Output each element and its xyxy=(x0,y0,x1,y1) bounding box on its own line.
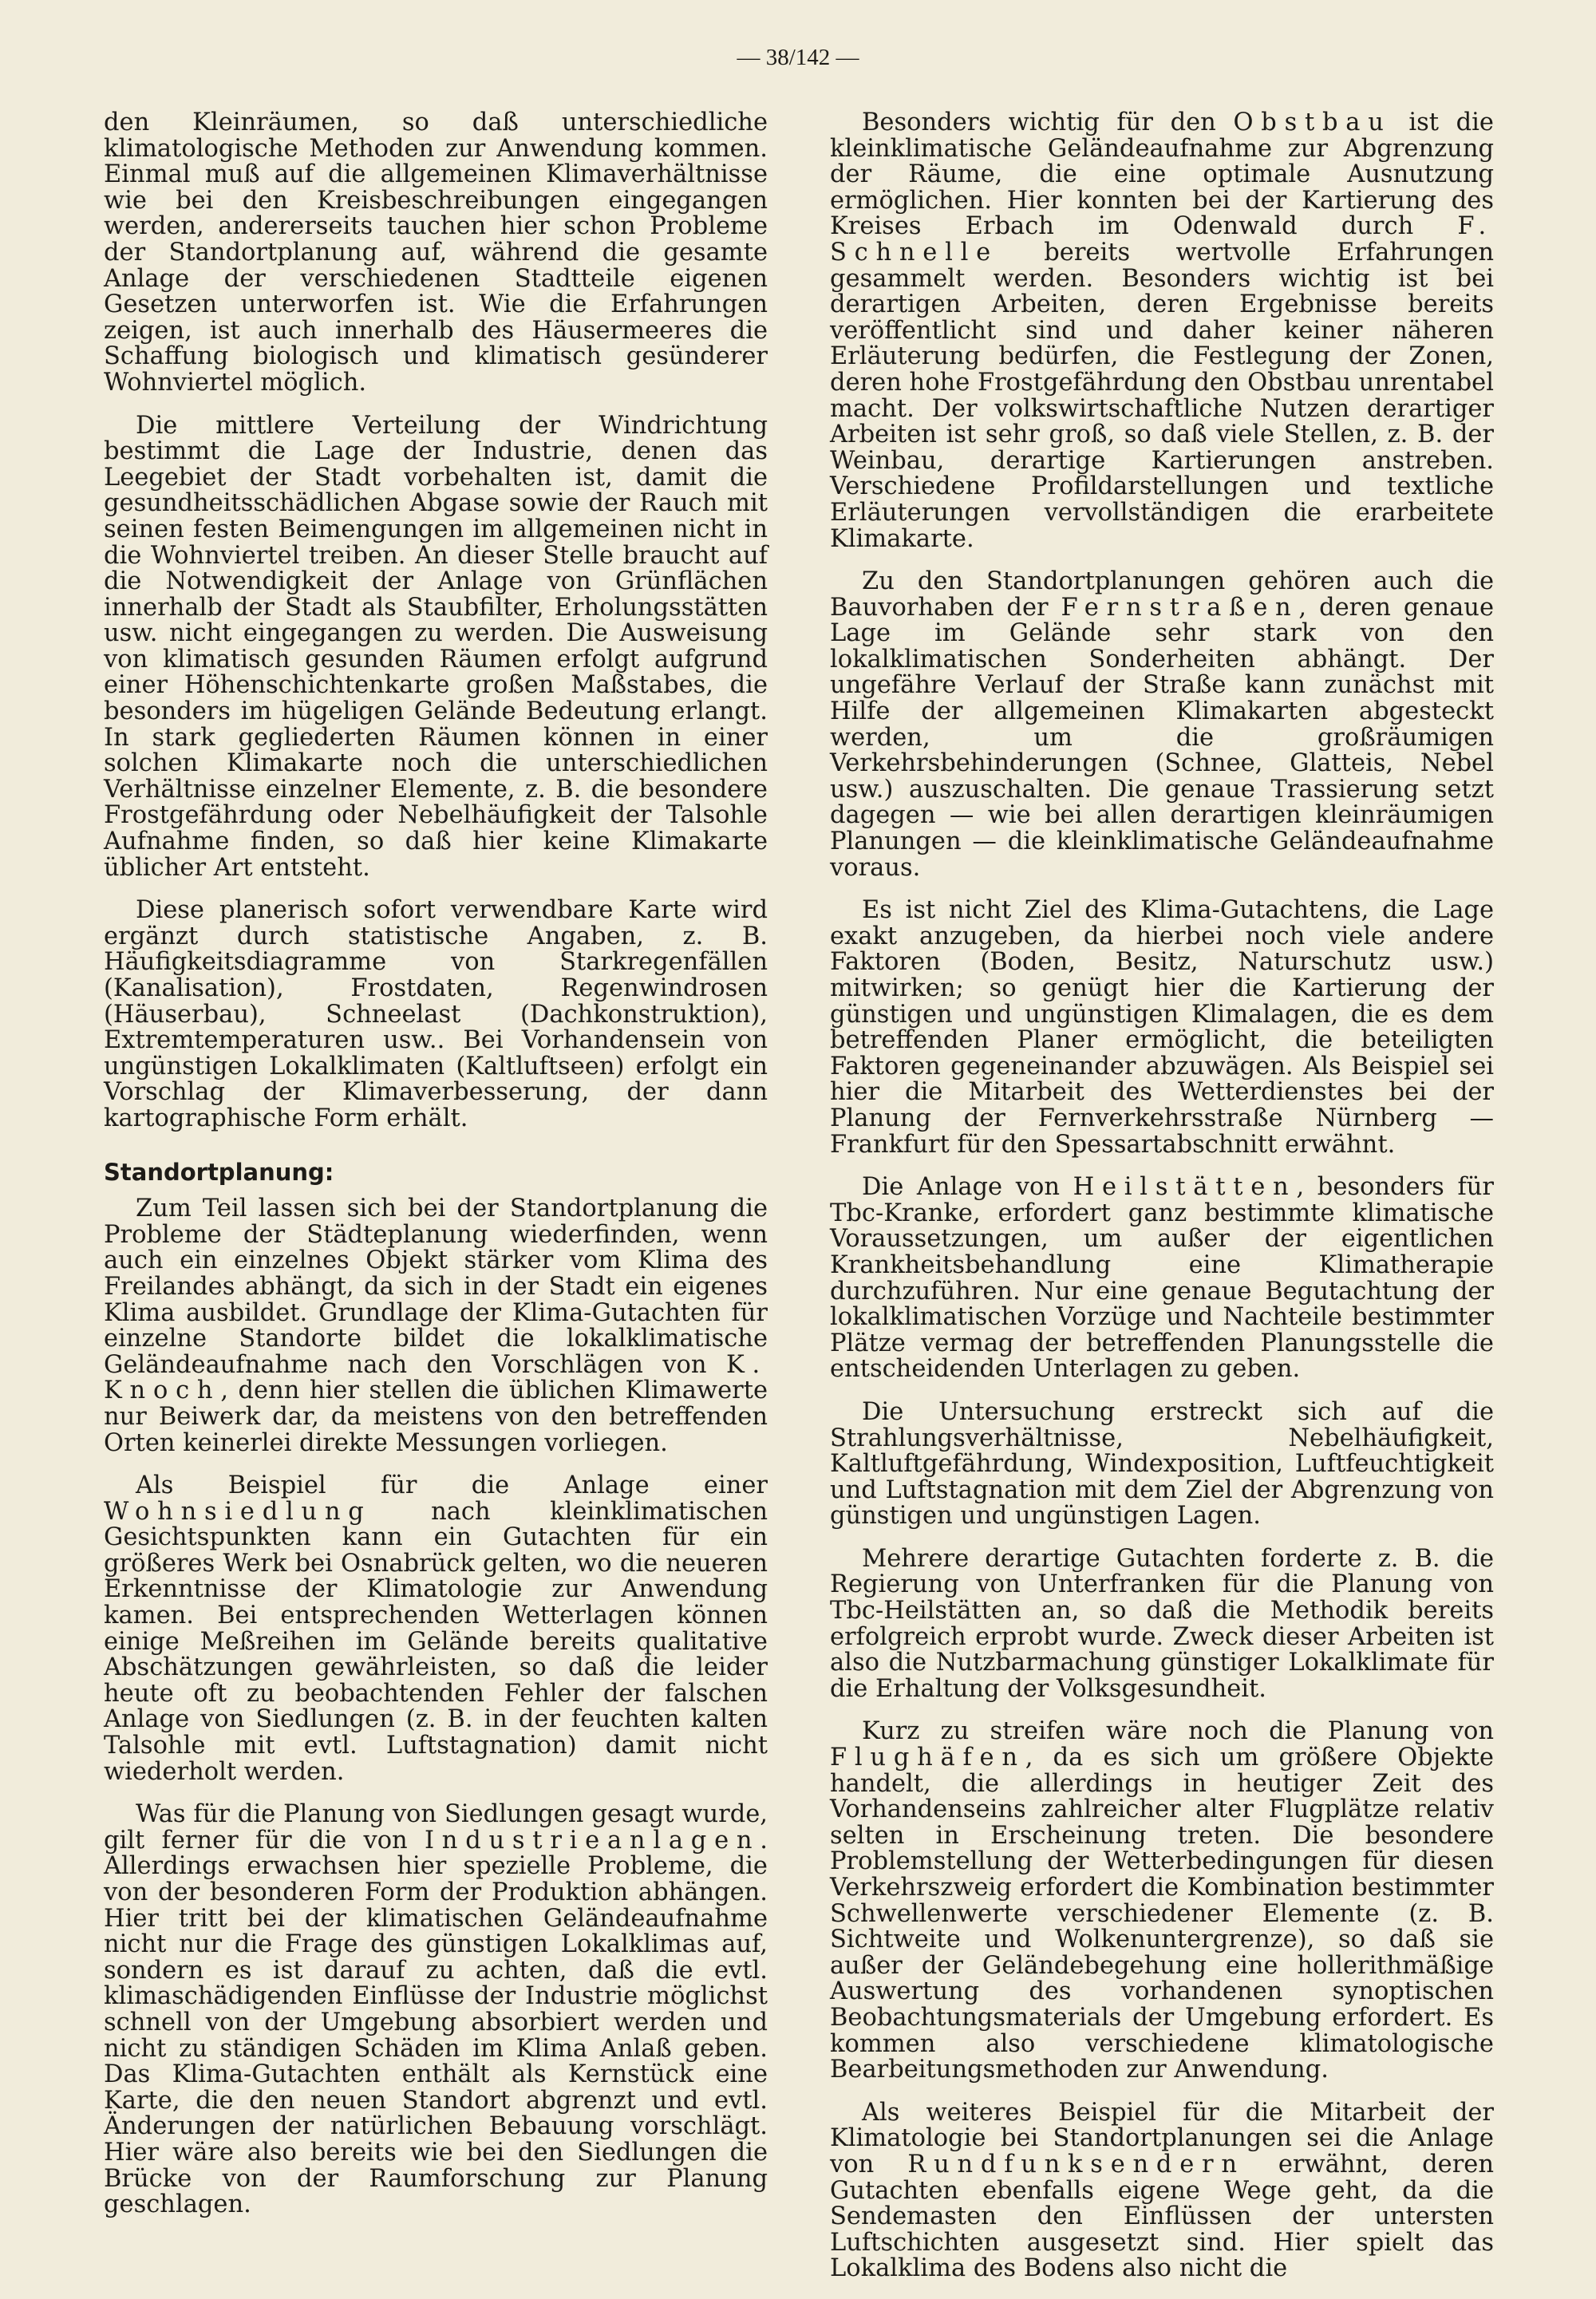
text: ist die kleinklimatische Geländeaufnahme zur Abgrenzung der Räume, die eine optimale Ausnutzung ermöglichen. Hier konnten bei der Kartierung des Kreises Erbach im Odenwald durch xyxy=(830,109,1494,241)
text: Als weiteres Beispiel für die Mitarbeit der Klimatologie bei Standortplanungen sei die Anlage von xyxy=(830,2098,1494,2179)
spaced-term: Rundfunksendern xyxy=(907,2150,1245,2179)
text: erwähnt, deren Gutachten ebenfalls eigene Wege geht, da die Sendemasten den Einflüssen der untersten Luftschichten ausgesetzt sind. Hier spielt das Lokalklima des Bodens also nicht die xyxy=(830,2150,1494,2283)
text: , besonders für Tbc-Kranke, erfordert ganz bestimmte klimatische Voraussetzungen, um außer der eigentlichen Krankheitsbehandlung eine Klimatherapie durchzuführen. Nur eine genaue Begutachtung der lokalklimatischen Vorzüge und Nachteile bestimmter Plätze vermag der betreffenden Planungsstelle die entscheidenden Unterlagen zu geben. xyxy=(830,1173,1494,1384)
paragraph xyxy=(830,110,1494,552)
spaced-term: Flughäfen xyxy=(830,1744,1025,1772)
paragraph xyxy=(104,1196,768,1456)
paragraph xyxy=(830,569,1494,881)
text: , da es sich um größere Objekte handelt, die allerdings in heutiger Zeit des Vorhandenseins zahlreicher alter Flugplätze relativ selten in Erscheinung treten. Die besondere Problemstellung der Wetterbedingungen für diesen Verkehrszweig erfordert die Kombination bestimmter Schwellenwerte verschiedener Elemente (z. B. Sichtweite und Wolkenuntergrenze), so daß sie außer der Geländebegehung eine hollerithmäßige Auswertung des vorhandenen synoptischen Beobachtungsmaterials der Umgebung erfordert. Es kommen also verschiedene klimatologische Bearbeitungsmethoden zur Anwendung. xyxy=(830,1744,1494,2084)
text: , deren genaue Lage im Gelände sehr stark von den lokalklimatischen Sonderheiten abhängt. Der ungefähre Verlauf der Straße kann zunächst mit Hilfe der allgemeinen Klimakarten abgesteckt werden, um die großräumigen Verkehrsbehinderungen (Schnee, Glatteis, Nebel usw.) auszuschalten. Die genaue Trassierung setzt dagegen — wie bei allen derartigen kleinräumigen Planungen — die kleinklimatische Geländeaufnahme voraus. xyxy=(830,593,1494,882)
text: , denn hier stellen die üblichen Klimawerte nur Beiwerk dar, da meistens von den betreffenden Orten keinerlei direkte Messungen vorliegen. xyxy=(104,1377,768,1457)
spaced-term: Wohnsiedlung xyxy=(104,1497,372,1526)
text: Die Anlage von xyxy=(862,1173,1060,1202)
paragraph xyxy=(830,1175,1494,1383)
text: Als Beispiel für die Anlage einer xyxy=(136,1471,768,1500)
paragraph: Die Untersuchung erstreckt sich auf die Strahlungsverhältnisse, Nebelhäufigkeit, Kaltluftgefährdung, Windexposition, Luftfeuchtigkeit und Luftstagnation mit dem Ziel der Abgrenzung von günstigen und ungünstigen Lagen. xyxy=(830,1397,1494,1531)
text: Besonders wichtig für den xyxy=(862,109,1216,136)
spaced-term: Industrieanlagen xyxy=(425,1826,760,1855)
paragraph xyxy=(830,2100,1494,2282)
spaced-term: Heilstätten xyxy=(1073,1173,1297,1202)
paragraph: den Kleinräumen, so daß unterschiedliche klimatologische Methoden zur Anwendung kommen. Einmal muß auf die allgemeinen Klimaverhältnisse wie bei den Kreisbeschreibungen eingegangen werden, andererseits tauchen hier schon Probleme der Standortplanung auf, während die gesamte Anlage der verschiedenen Stadtteile eigenen Gesetzen unterworfen ist. Wie die Erfahrungen zeigen, ist auch innerhalb des Häusermeeres die Schaffung biologisch und klimatisch gesünderer Wohnviertel möglich. xyxy=(104,109,768,397)
paragraph xyxy=(104,1473,768,1785)
text: Zu den Standortplanungen gehören auch die Bauvorhaben der xyxy=(830,567,1494,622)
spaced-name: F. Schnelle xyxy=(830,212,1494,267)
text: . Allerdings erwachsen hier spezielle Probleme, die von der besonderen Form der Produktion abhängen. Hier tritt bei der klimatischen Geländeaufnahme nicht nur die Frage des günstigen Lokalklimas auf, sondern es ist darauf zu achten, daß die evtl. klimaschädigenden Einflüsse der Industrie möglichst schnell von der Umgebung absorbiert werden und nicht zu ständigen Schäden im Klima Anlaß geben. Das Klima-Gutachten enthält als Kernstück eine Karte, die den neuen Standort abgrenzt und evtl. Änderungen der natürlichen Bebauung vorschlägt. Hier wäre also bereits wie bei den Siedlungen die Brücke von der Raumforschung zur Planung geschlagen. xyxy=(104,1826,768,2219)
text: Was für die Planung von Siedlungen gesagt wurde, gilt ferner für die von xyxy=(104,1800,768,1855)
text: Kurz zu streifen wäre noch die Planung von xyxy=(862,1717,1494,1746)
spaced-term: Obstbau xyxy=(1233,109,1392,136)
paragraph xyxy=(104,1802,768,2218)
section-heading: Standortplanung: xyxy=(104,1158,334,1186)
spaced-term: Fernstraßen xyxy=(1061,593,1299,622)
text: bereits wertvolle Erfahrungen gesammelt werden. Besonders wichtig ist bei derartigen Arbeiten, deren Ergebnisse bereits veröffentlicht sind und daher keiner näheren Erläuterung bedürfen, die Festlegung der Zonen, deren hohe Frostgefährdung den Obstbau unrentabel macht. Der volkswirtschaftliche Nutzen derartiger Arbeiten ist sehr groß, so daß viele Stellen, z. B. der Weinbau, derartige Kartierungen anstreben. Verschiedene Profildarstellungen und textliche Erläuterungen vervollständigen die erarbeitete Klimakarte. xyxy=(830,238,1494,553)
paragraph: Diese planerisch sofort verwendbare Karte wird ergänzt durch statistische Angaben, z. B. Häufigkeitsdiagramme von Starkregenfällen (Kanalisation), Frostdaten, Regenwindrosen (Häuserbau), Schneelast (Dachkonstruktion), Extremtemperaturen usw.. Bei Vorhandensein von ungünstigen Lokalklimaten (Kaltluftseen) erfolgt ein Vorschlag der Klimaverbesserung, der dann kartographische Form erhält. xyxy=(104,896,768,1132)
text: Zum Teil lassen sich bei der Standortplanung die Probleme der Städteplanung wiederfinden, wenn auch ein einzelnes Objekt stärker vom Klima des Freilandes abhängt, da sich in der Stadt ein eigenes Klima ausbildet. Grundlage der Klima-Gutachten für einzelne Standorte bildet die lokalklimatische Geländeaufnahme nach den Vorschlägen von xyxy=(104,1195,768,1379)
paragraph: Mehrere derartige Gutachten forderte z. B. die Regierung von Unterfranken für die Planung von Tbc-Heilstätten an, so daß die Methodik bereits erfolgreich erprobt wurde. Zweck dieser Arbeiten ist also die Nutzbarmachung günstiger Lokalklimate für die Erhaltung der Volksgesundheit. xyxy=(830,1544,1494,1703)
spaced-name: K. Knoch xyxy=(104,1350,768,1405)
paragraph: Es ist nicht Ziel des Klima-Gutachtens, die Lage exakt anzugeben, da hierbei noch viele andere Faktoren (Boden, Besitz, Naturschutz usw.) mitwirken; so genügt hier die Kartierung der günstigen und ungünstigen Klimalagen, die es dem betreffenden Planer ermöglicht, die beteiligten Faktoren gegeneinander abzuwägen. Als Beispiel sei hier die Mitarbeit des Wetterdienstes bei der Planung der Fernverkehrsstraße Nürnberg — Frankfurt für den Spessartabschnitt erwähnt. xyxy=(830,896,1494,1159)
text: nach kleinklimatischen Gesichtspunkten kann ein Gutachten für ein größeres Werk bei Osnabrück gelten, wo die neueren Erkenntnisse der Klimatologie zur Anwendung kamen. Bei entsprechenden Wetterlagen können einige Meßreihen im Gelände bereits qualitative Abschätzungen gewährleisten, so daß die leider heute oft zu beobachtenden Fehler der falschen Anlage von Siedlungen (z. B. in der feuchten kalten Talsohle mit evtl. Luftstagnation) damit nicht wiederholt werden. xyxy=(104,1497,768,1786)
paragraph: Die mittlere Verteilung der Windrichtung bestimmt die Lage der Industrie, denen das Leegebiet der Stadt vorbehalten ist, damit die gesundheitsschädlichen Abgase sowie der Rauch mit seinen festen Beimengungen im allgemeinen nicht in die Wohnviertel treiben. An dieser Stelle braucht auf die Notwendigkeit der Anlage von Grünflächen innerhalb der Stadt als Staubfilter, Erholungsstätten usw. nicht eingegangen zu werden. Die Ausweisung von klimatisch gesunden Räumen erfolgt aufgrund einer Höhenschichtenkarte großen Maßstabes, die besonders im hügeligen Gelände Bedeutung erlangt. In stark gegliederten Räumen können in einer solchen Klimakarte noch die unterschiedlichen Verhältnisse einzelner Elemente, z. B. die besondere Frostgefährdung oder Nebelhäufigkeit der Talsohle Aufnahme finden, so daß hier keine Klimakarte üblicher Art entsteht. xyxy=(104,411,768,882)
paragraph xyxy=(830,1719,1494,2083)
left-column xyxy=(104,110,768,2235)
right-column xyxy=(830,110,1494,2299)
page-number: — 38/142 — xyxy=(737,45,859,70)
